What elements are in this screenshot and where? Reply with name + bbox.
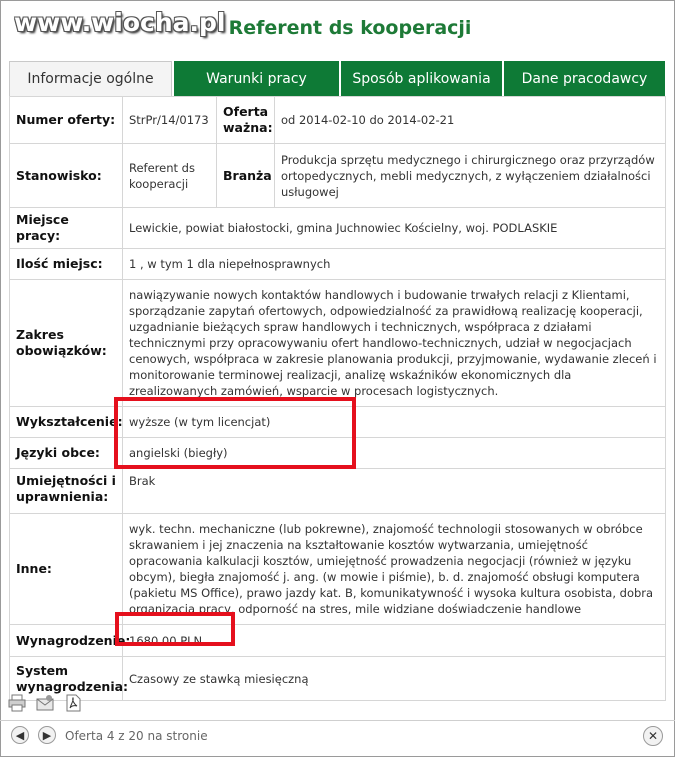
- jezyki-obce-label: Języki obce:: [10, 438, 123, 469]
- email-icon[interactable]: [36, 694, 54, 712]
- umiejetnosci-label: Umiejętności i uprawnienia:: [10, 469, 123, 514]
- table-row: [10, 625, 666, 657]
- highlight-education-languages: [114, 397, 356, 469]
- jezyki-obce-value: angielski (biegły): [123, 438, 666, 469]
- next-icon[interactable]: ▶: [38, 726, 56, 744]
- print-icon[interactable]: [8, 694, 26, 712]
- table-row: [10, 514, 666, 625]
- table-row: [10, 208, 666, 249]
- stanowisko-value: Referent ds kooperacji: [123, 144, 217, 208]
- table-row: [10, 144, 666, 208]
- umiejetnosci-value: Brak: [123, 469, 666, 514]
- system-wynagrodzenia-value: Czasowy ze stawką miesięczną: [123, 657, 666, 701]
- pager-text: Oferta 4 z 20 na stronie: [65, 729, 208, 743]
- watermark: www.wiocha.pl: [14, 8, 226, 37]
- page-title: Referent ds kooperacji: [228, 17, 472, 39]
- wynagrodzenie-label: Wynagrodzenie:: [10, 625, 123, 657]
- inne-label: Inne:: [10, 514, 123, 625]
- miejsce-pracy-label: Miejsce pracy:: [10, 208, 123, 249]
- table-row: [10, 97, 666, 144]
- branza-value: Produkcja sprzętu medycznego i chirurgicznego oraz przyrządów ortopedycznych, mebli medycznych, z wyłączeniem działalności usługowej: [275, 144, 666, 208]
- zakres-obowiazkow-value: nawiązywanie nowych kontaktów handlowych i budowanie trwałych relacji z Klientami, sporządzanie zapytań ofertowych, odpowiedzialność za prawidłową realizację kooperacji, uzgadnianie bieżących spraw handlowych i technicznych, współpraca z działami technicznymi przy opracowywaniu ofert handlowo-technicznych, udział w negocjacjach cenowych, współpraca w zakresie planowania produkcji, przyjmowanie, wydawanie zleceń i monitorowanie terminowej realizacji, analizę wskaźników ekonomicznych dla zrealizowanych zamówień, wsparcie w procesach logistycznych.: [123, 280, 666, 407]
- table-row: [10, 657, 666, 701]
- tab-warunki-pracy[interactable]: Warunki pracy: [172, 61, 339, 96]
- pdf-icon[interactable]: [64, 694, 82, 712]
- miejsce-pracy-value: Lewickie, powiat białostocki, gmina Juchnowiec Kościelny, woj. PODLASKIE: [123, 208, 666, 249]
- numer-oferty-label: Numer oferty:: [10, 97, 123, 144]
- table-row: [10, 249, 666, 280]
- highlight-salary: [115, 612, 235, 646]
- system-wynagrodzenia-label: System wynagrodzenia:: [10, 657, 123, 701]
- tab-informacje-ogolne[interactable]: Informacje ogólne: [9, 61, 172, 96]
- wyksztalcenie-label: Wykształcenie:: [10, 407, 123, 438]
- table-row: [10, 469, 666, 514]
- ilosc-miejsc-value: 1 , w tym 1 dla niepełnosprawnych: [123, 249, 666, 280]
- action-icons: [8, 694, 82, 712]
- numer-oferty-value: StrPr/14/0173: [123, 97, 217, 144]
- oferta-wazna-label: Oferta ważna:: [217, 97, 275, 144]
- tab-dane-pracodawcy[interactable]: Dane pracodawcy: [502, 61, 665, 96]
- inne-value: wyk. techn. mechaniczne (lub pokrewne), znajomość technologii stosowanych w obróbce skrawaniem i jej znaczenia na kształtowanie kosztów wytwarzania, umiejętność opracowania kalkulacji kosztów, umiejętność prowadzenia negocjacji (również w języku obcym), biegła znajomość j. ang. (w mowie i piśmie), b. d. znajomość obsługi komputera (pakietu MS Office), prawo jazdy kat. B, komunikatywność i wysoka kultura osobista, dobra organizacja pracy, odporność na stres, mile widziane doświadczenie handlowe: [123, 514, 666, 625]
- ilosc-miejsc-label: Ilość miejsc:: [10, 249, 123, 280]
- pager-bar: [0, 720, 675, 751]
- close-icon[interactable]: ✕: [643, 726, 663, 746]
- tab-bar: [9, 61, 665, 96]
- tab-sposob-aplikowania[interactable]: Sposób aplikowania: [339, 61, 502, 96]
- table-row: [10, 280, 666, 407]
- oferta-wazna-value: od 2014-02-10 do 2014-02-21: [275, 97, 666, 144]
- wyksztalcenie-value: wyższe (w tym licencjat): [123, 407, 666, 438]
- zakres-obowiazkow-label: Zakres obowiązków:: [10, 280, 123, 407]
- branza-label: Branża: [217, 144, 275, 208]
- stanowisko-label: Stanowisko:: [10, 144, 123, 208]
- wynagrodzenie-value: 1680.00 PLN: [123, 625, 666, 657]
- prev-icon[interactable]: ◀: [11, 726, 29, 744]
